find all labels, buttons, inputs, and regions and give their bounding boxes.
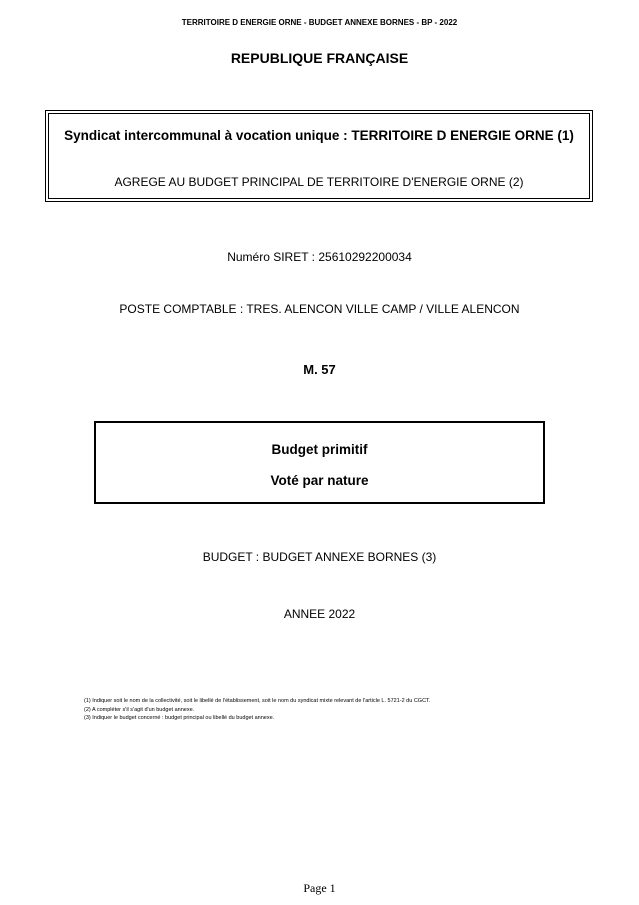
page-number: Page 1	[303, 881, 336, 895]
footnotes	[84, 697, 430, 723]
running-header: TERRITOIRE D ENERGIE ORNE - BUDGET ANNEXE BORNES - BP - 2022	[181, 18, 458, 27]
organization-attachment: AGREGE AU BUDGET PRINCIPAL DE TERRITOIRE D'ENERGIE ORNE (2)	[114, 175, 524, 189]
budget-name: BUDGET : BUDGET ANNEXE BORNES (3)	[202, 550, 437, 564]
footnote: (2) A compléter s'il s'agit d'un budget annexe.	[84, 706, 195, 713]
republic-heading: REPUBLIQUE FRANÇAISE	[230, 50, 409, 66]
budget-year: ANNEE 2022	[283, 607, 356, 621]
footnote: (1) Indiquer soit le nom de la collectivité, soit le libellé de l'établissement, soit le nom du syndicat mixte relevant de l'article L. 5721-2 du CGCT.	[84, 698, 431, 704]
nomenclature: M. 57	[303, 362, 336, 377]
vote-mode: Voté par nature	[270, 473, 369, 488]
organization-box	[45, 110, 593, 202]
poste-comptable: POSTE COMPTABLE : TRES. ALENCON VILLE CAMP / VILLE ALENCON	[119, 302, 520, 316]
organization-title: Syndicat intercommunal à vocation unique : TERRITOIRE D ENERGIE ORNE (1)	[64, 128, 574, 143]
budget-type: Budget primitif	[271, 442, 368, 457]
budget-box	[94, 421, 545, 504]
siret-number: Numéro SIRET : 25610292200034	[227, 250, 412, 264]
footnote: (3) Indiquer le budget concerné : budget principal ou libellé du budget annexe.	[84, 715, 275, 721]
